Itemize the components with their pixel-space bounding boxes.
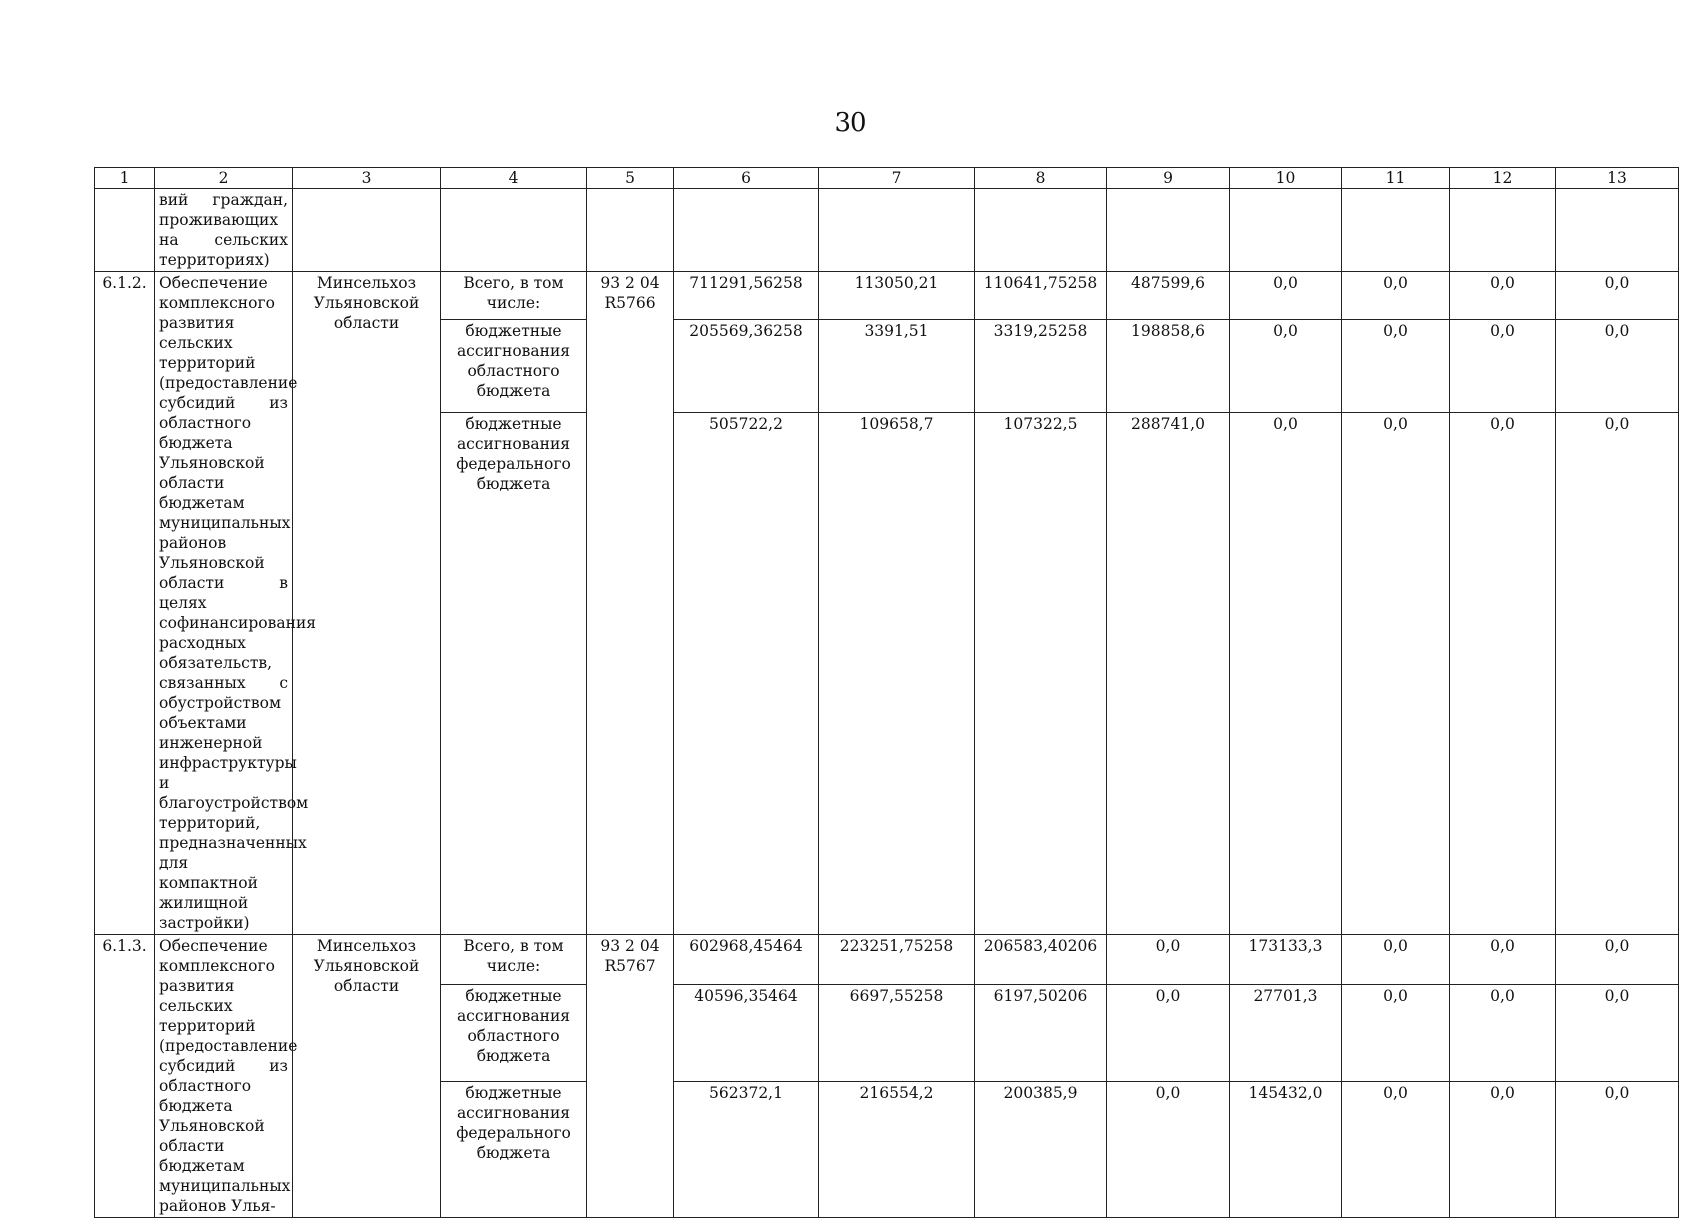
column-header: 1 (95, 168, 155, 189)
value-cell: 0,0 (1556, 935, 1679, 985)
value-cell: 0,0 (1107, 935, 1230, 985)
value-cell: 205569,36258 (674, 319, 819, 412)
value-cell: 216554,2 (819, 1081, 975, 1217)
budget-code: 93 2 04 R5767 (587, 935, 674, 1218)
value-cell: 0,0 (1342, 272, 1450, 320)
value-cell: 145432,0 (1230, 1081, 1342, 1217)
page-number: 30 (834, 108, 866, 138)
value-cell: 0,0 (1556, 1081, 1679, 1217)
value-cell: 200385,9 (975, 1081, 1107, 1217)
item-description: Обеспечение комплексного развития сельских территорий (предоставление субсидий из областного бюджета Ульяновской области бюджетам муниципальных районов Ульяновской области в целях софинансирования расходных обязательств, связанных с обустройством объектами инженерной инфраструктуры и благоустройством территорий, предназначенных для компактной жилищной застройки) (155, 272, 293, 935)
value-cell: 487599,6 (1107, 272, 1230, 320)
column-header: 8 (975, 168, 1107, 189)
value-cell: 3319,25258 (975, 319, 1107, 412)
table-row (95, 935, 1679, 985)
value-cell: 6697,55258 (819, 984, 975, 1081)
value-cell: 711291,56258 (674, 272, 819, 320)
value-cell: 0,0 (1556, 319, 1679, 412)
value-cell: 0,0 (1450, 319, 1556, 412)
value-cell: 223251,75258 (819, 935, 975, 985)
row-label: бюджетные ассигнования федерального бюджета (441, 412, 587, 934)
column-header: 10 (1230, 168, 1342, 189)
value-cell: 109658,7 (819, 412, 975, 934)
value-cell: 0,0 (1450, 984, 1556, 1081)
value-cell: 505722,2 (674, 412, 819, 934)
value-cell: 206583,40206 (975, 935, 1107, 985)
value-cell: 0,0 (1230, 319, 1342, 412)
column-header: 5 (587, 168, 674, 189)
row-label: Всего, в том числе: (441, 272, 587, 320)
value-cell: 198858,6 (1107, 319, 1230, 412)
item-number: 6.1.2. (95, 272, 155, 935)
continuation-row (95, 189, 1679, 272)
row-label: бюджетные ассигнования федерального бюджета (441, 1081, 587, 1217)
value-cell: 0,0 (1342, 984, 1450, 1081)
value-cell: 173133,3 (1230, 935, 1342, 985)
value-cell: 602968,45464 (674, 935, 819, 985)
column-header: 9 (1107, 168, 1230, 189)
value-cell: 0,0 (1342, 319, 1450, 412)
value-cell: 0,0 (1450, 1081, 1556, 1217)
value-cell: 562372,1 (674, 1081, 819, 1217)
column-header: 13 (1556, 168, 1679, 189)
continuation-text: вий граждан, проживающих на сельских территориях) (155, 189, 293, 272)
column-header: 6 (674, 168, 819, 189)
item-number: 6.1.3. (95, 935, 155, 1218)
value-cell: 113050,21 (819, 272, 975, 320)
column-header: 4 (441, 168, 587, 189)
value-cell: 0,0 (1230, 412, 1342, 934)
value-cell: 288741,0 (1107, 412, 1230, 934)
value-cell: 0,0 (1342, 1081, 1450, 1217)
value-cell: 0,0 (1342, 412, 1450, 934)
item-description: Обеспечение комплексного развития сельских территорий (предоставление субсидий из областного бюджета Ульяновской области бюджетам муниципальных районов Улья- (155, 935, 293, 1218)
value-cell: 0,0 (1107, 984, 1230, 1081)
column-number-row (95, 168, 1679, 189)
value-cell: 0,0 (1450, 272, 1556, 320)
column-header: 2 (155, 168, 293, 189)
column-header: 7 (819, 168, 975, 189)
row-label: бюджетные ассигнования областного бюджета (441, 319, 587, 412)
row-label: Всего, в том числе: (441, 935, 587, 985)
value-cell: 0,0 (1107, 1081, 1230, 1217)
value-cell: 0,0 (1556, 412, 1679, 934)
value-cell: 0,0 (1230, 272, 1342, 320)
value-cell: 0,0 (1450, 935, 1556, 985)
column-header: 11 (1342, 168, 1450, 189)
value-cell: 0,0 (1342, 935, 1450, 985)
value-cell: 0,0 (1450, 412, 1556, 934)
value-cell: 6197,50206 (975, 984, 1107, 1081)
column-header: 3 (293, 168, 441, 189)
row-label: бюджетные ассигнования областного бюджета (441, 984, 587, 1081)
value-cell: 0,0 (1556, 272, 1679, 320)
budget-table (94, 167, 1679, 1218)
value-cell: 27701,3 (1230, 984, 1342, 1081)
value-cell: 107322,5 (975, 412, 1107, 934)
table-row (95, 272, 1679, 320)
value-cell: 0,0 (1556, 984, 1679, 1081)
value-cell: 3391,51 (819, 319, 975, 412)
executor: Минсельхоз Ульяновской области (293, 935, 441, 1218)
value-cell: 40596,35464 (674, 984, 819, 1081)
value-cell: 110641,75258 (975, 272, 1107, 320)
budget-code: 93 2 04 R5766 (587, 272, 674, 935)
executor: Минсельхоз Ульяновской области (293, 272, 441, 935)
column-header: 12 (1450, 168, 1556, 189)
